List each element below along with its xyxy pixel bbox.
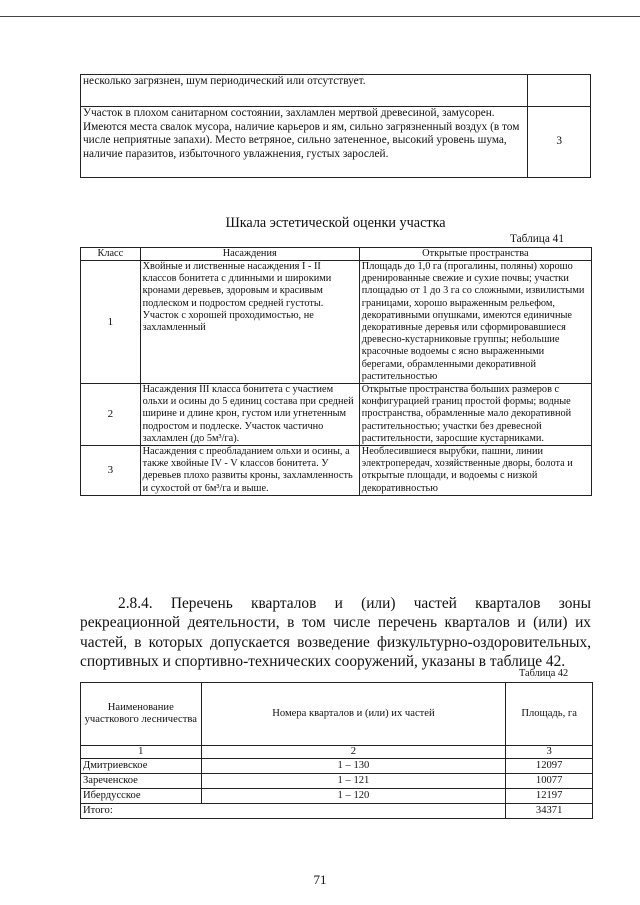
total-label: Итого: xyxy=(81,804,506,819)
header-class: Класс xyxy=(81,248,141,261)
cell-class: 3 xyxy=(81,446,141,496)
column-number-row xyxy=(81,746,593,759)
cell-class: 2 xyxy=(81,384,141,446)
page-top-rule xyxy=(0,16,640,17)
paragraph-body: рекреационной деятельности, в том числе перечень кварталов и (или) их частей, в которых допускается возведение физкультурно-оздоровительных, спортивных и спортивно-технических сооружений, указаны в таблице 42. xyxy=(80,614,591,671)
table-row xyxy=(81,384,592,446)
cell-area: 12197 xyxy=(506,789,593,804)
table-row xyxy=(81,774,593,789)
row-score: 3 xyxy=(528,107,591,178)
page-number: 71 xyxy=(313,872,327,887)
table-row xyxy=(81,107,591,178)
cell-plantings: Насаждения III класса бонитета с участием ольхи и осины до 5 единиц состава при средней ширине и длине крон, густом или угнетенным подростом и подлеске. Участок частично захламлен (до 5м³/га). xyxy=(140,384,359,446)
cell-area: 12097 xyxy=(506,759,593,774)
table42-label: Таблица 42 xyxy=(519,668,569,679)
table41-title: Шкала эстетической оценки участка xyxy=(225,215,446,231)
table-row xyxy=(81,446,592,496)
cell-open-spaces: Необлесившиеся вырубки, пашни, линии электропередач, хозяйственные дворы, болота и открытые площади, и водоемы с низкой декоративностью xyxy=(359,446,591,496)
cell-open-spaces: Площадь до 1,0 га (прогалины, поляны) хорошо дренированные свежие и сухие почвы; участки площадью от 1 до 3 га со сложными, извилистыми границами, хорошо выраженным рельефом, декоративными опушками, имеются единичные декоративные деревья или сформировавшиеся древесно-кустарниковые группы; небольшие красочные водоемы с ясно выраженными берегами, обрамленными декоративной растительностью xyxy=(359,261,591,384)
header-forestry: Наименование участкового лесничества xyxy=(81,683,202,746)
total-row xyxy=(81,804,593,819)
table-row xyxy=(81,759,593,774)
cell-quarters: 1 – 130 xyxy=(201,759,506,774)
header-open-spaces: Открытые пространства xyxy=(359,248,591,261)
header-quarters: Номера кварталов и (или) их частей xyxy=(201,683,506,746)
cell-quarters: 1 – 121 xyxy=(201,774,506,789)
table-header-row xyxy=(81,248,592,261)
row-description: Участок в плохом санитарном состоянии, захламлен мертвой древесиной, замусорен. Имеются места свалок мусора, наличие карьеров и ям, сильно загрязненный воздух (в том числе неприятные запахи). Место ветряное, сильно затененное, высокий уровень шума, наличие паразитов, избыточного увлажнения, густых зарослей. xyxy=(81,107,528,178)
table41-label: Таблица 41 xyxy=(510,233,564,245)
cell-open-spaces: Открытые пространства больших размеров с конфигурацией границ простой формы; водные пространства, обрамленные мало декоративной растительностью; участки без древесной растительности, заросшие кустарниками. xyxy=(359,384,591,446)
column-number: 3 xyxy=(506,746,593,759)
cell-plantings: Хвойные и лиственные насаждения I - II классов бонитета с длинными и широкими кронами деревьев, здоровым и красивым подлеском и подростом средней густоты. Участок с хорошей проходимостью, не захламленный xyxy=(140,261,359,384)
section-paragraph xyxy=(80,594,591,672)
header-plantings: Насаждения xyxy=(140,248,359,261)
table-41 xyxy=(80,247,592,496)
cell-forestry: Зареченское xyxy=(81,774,202,789)
cell-plantings: Насаждения с преобладанием ольхи и осины, а также хвойные IV - V классов бонитета. У деревьев плохо развиты кроны, захламленность и сухостой от 6м³/га и выше. xyxy=(140,446,359,496)
table-row xyxy=(81,789,593,804)
cell-quarters: 1 – 120 xyxy=(201,789,506,804)
column-number: 1 xyxy=(81,746,202,759)
table-continuation xyxy=(80,74,591,178)
table-row xyxy=(81,261,592,384)
table-42 xyxy=(80,682,593,819)
cell-class: 1 xyxy=(81,261,141,384)
column-number: 2 xyxy=(201,746,506,759)
total-area: 34371 xyxy=(506,804,593,819)
table-row xyxy=(81,75,591,107)
cell-area: 10077 xyxy=(506,774,593,789)
table-header-row xyxy=(81,683,593,746)
cell-forestry: Дмитриевское xyxy=(81,759,202,774)
header-area: Площадь, га xyxy=(506,683,593,746)
paragraph-first-line: 2.8.4. Перечень кварталов и (или) частей кварталов зоны xyxy=(118,595,591,612)
row-description: несколько загрязнен, шум периодический или отсутствует. xyxy=(81,75,528,107)
row-score xyxy=(528,75,591,107)
cell-forestry: Ибердусское xyxy=(81,789,202,804)
